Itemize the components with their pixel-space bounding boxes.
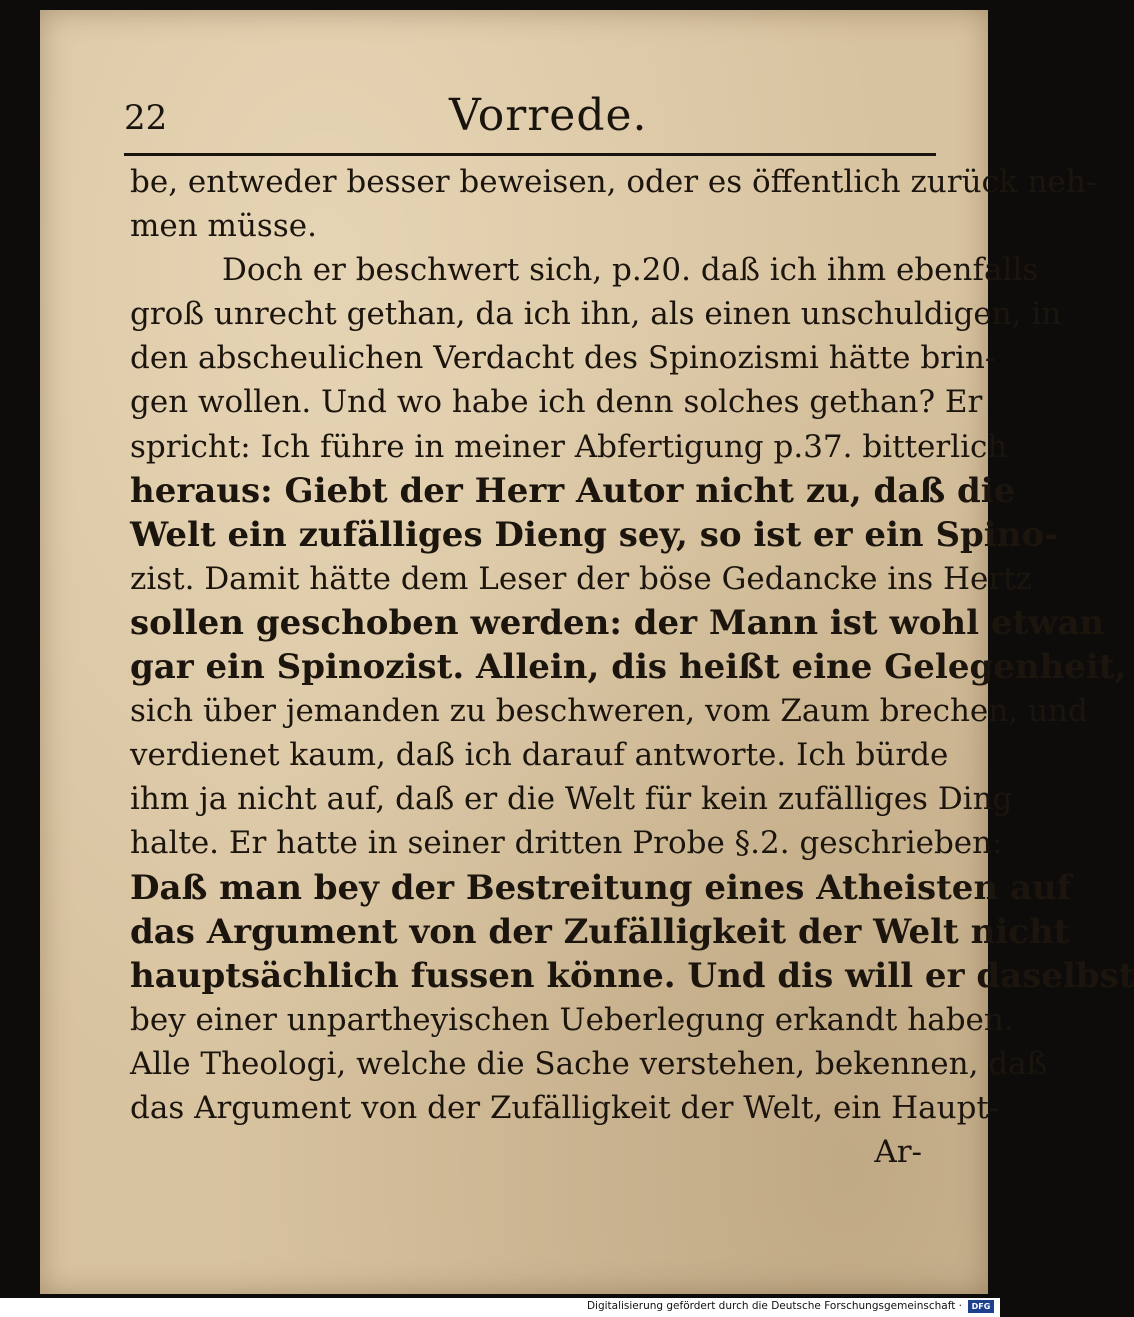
text-line: das Argument von der Zufälligkeit der Welt nicht bbox=[130, 911, 1070, 952]
text-line: sollen geschoben werden: der Mann ist wohl etwan bbox=[130, 602, 1105, 643]
text-line: gar ein Spinozist. Allein, dis heißt eine Gelegenheit, bbox=[130, 647, 1127, 688]
text-line: bey einer unpartheyischen Ueberlegung erkandt haben. bbox=[130, 1001, 1014, 1038]
text-line: heraus: Giebt der Herr Autor nicht zu, daß die bbox=[130, 470, 1016, 511]
text-line: zist. Damit hätte dem Leser der böse Gedancke ins Hertz bbox=[130, 560, 1032, 597]
text-line: ihm ja nicht auf, daß er die Welt für kein zufälliges Ding bbox=[130, 781, 1013, 818]
text-line: Daß man bey der Bestreitung eines Atheisten auf bbox=[130, 867, 1072, 908]
text-line: groß unrecht gethan, da ich ihn, als einen unschuldigen, in bbox=[130, 296, 1062, 333]
running-title: Vorrede. bbox=[449, 90, 648, 141]
body-text bbox=[130, 160, 1134, 1174]
text-line: halte. Er hatte in seiner dritten Probe §.2. geschrieben: bbox=[130, 825, 1003, 862]
footer-credit: Digitalisierung gefördert durch die Deutsche Forschungsgemeinschaft · bbox=[586, 1300, 962, 1312]
text-line: verdienet kaum, daß ich darauf antworte. Ich bürde bbox=[130, 737, 949, 774]
text-line: Ar- bbox=[874, 1134, 922, 1171]
dfg-logo: DFG bbox=[968, 1300, 994, 1313]
page-number: 22 bbox=[124, 98, 168, 138]
text-line: be, entweder besser beweisen, oder es öffentlich zurück neh- bbox=[130, 164, 1097, 200]
text-line: Doch er beschwert sich, p.20. daß ich ihm ebenfalls bbox=[222, 252, 1039, 289]
text-line: den abscheulichen Verdacht des Spinozismi hätte brin- bbox=[130, 340, 996, 377]
page-header bbox=[124, 90, 936, 152]
text-line: Welt ein zufälliges Dieng sey, so ist er ein Spino- bbox=[130, 514, 1059, 555]
text-line: men müsse. bbox=[130, 208, 317, 245]
text-line: gen wollen. Und wo habe ich denn solches gethan? Er bbox=[130, 384, 983, 421]
header-rule bbox=[124, 153, 936, 156]
text-line: Alle Theologi, welche die Sache verstehen, bekennen, daß bbox=[130, 1045, 1048, 1082]
footer-bar bbox=[0, 1298, 1000, 1317]
text-line: hauptsächlich fussen könne. Und dis will er daselbst bbox=[130, 955, 1134, 996]
text-line: sich über jemanden zu beschweren, vom Zaum brechen, und bbox=[130, 693, 1088, 730]
text-line: das Argument von der Zufälligkeit der Welt, ein Haupt- bbox=[130, 1089, 1000, 1126]
text-line: spricht: Ich führe in meiner Abfertigung p.37. bitterlich bbox=[130, 428, 1008, 465]
